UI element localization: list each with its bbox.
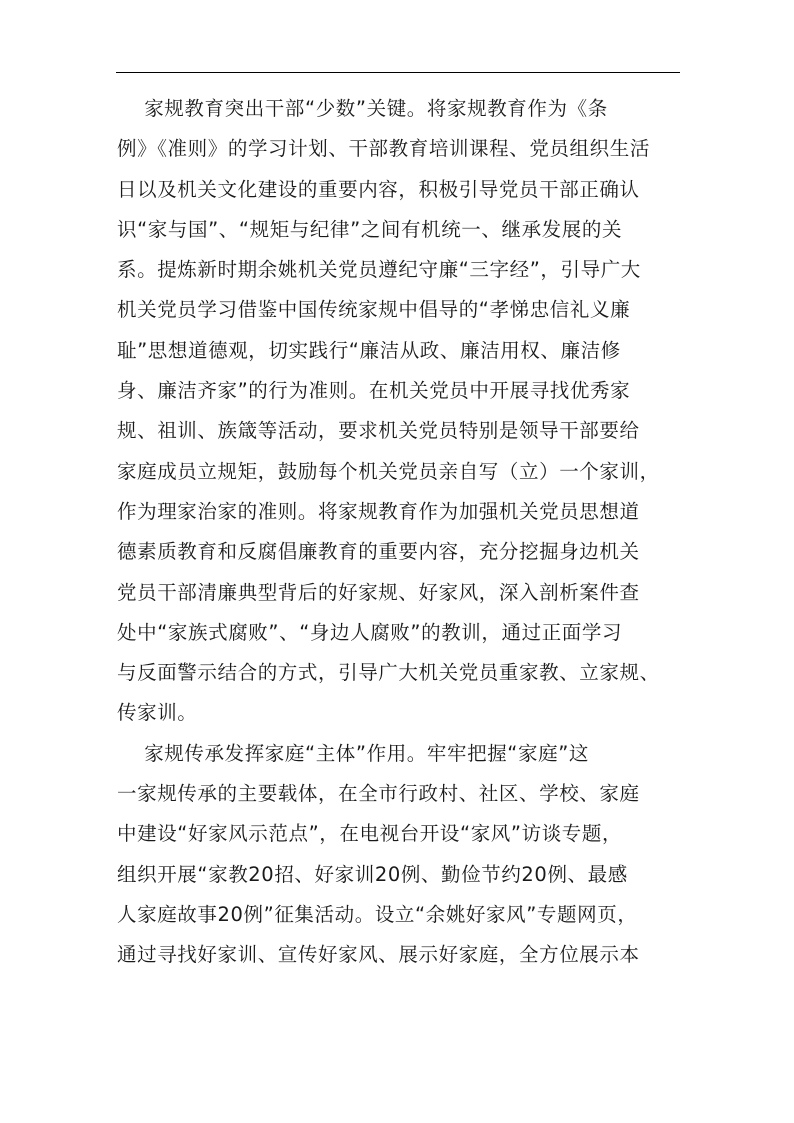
document-body [117,89,680,976]
text-line: 作为理家治家的准则。将家规教育作为加强机关党员思想道 [117,499,640,523]
header-rule [116,72,680,73]
text-line: 家规教育突出干部“少数”关键。将家规教育作为《条 [117,97,608,120]
text-line: 处中“家族式腐败”、“身边人腐败”的教训，通过正面学习 [117,620,623,644]
text-line: 耻”思想道德观，切实践行“廉洁从政、廉洁用权、廉洁修 [117,338,621,362]
text-line: 组织开展“家教20招、好家训20例、勤俭节约20例、最感 [117,862,628,886]
text-line: 家庭成员立规矩，鼓励每个机关党员亲自写（立）一个家训， [117,459,660,483]
text-line: 日以及机关文化建设的重要内容，积极引导党员干部正确认 [117,177,640,201]
text-line: 系。提炼新时期余姚机关党员遵纪守廉“三字经”，引导广大 [117,258,641,282]
text-line: 党员干部清廉典型背后的好家规、好家风，深入剖析案件查 [117,580,640,604]
text-line: 机关党员学习借鉴中国传统家规中倡导的“孝悌忠信礼义廉 [117,298,631,322]
text-line: 身、廉洁齐家”的行为准则。在机关党员中开展寻找优秀家 [117,379,631,403]
paragraph-1 [117,89,680,734]
text-line: 规、祖训、族箴等活动，要求机关党员特别是领导干部要给 [117,419,640,443]
text-line: 中建设“好家风示范点”，在电视台开设“家风”访谈专题， [117,822,623,846]
text-line: 通过寻找好家训、宣传好家风、展示好家庭，全方位展示本 [117,943,640,967]
paragraph-2 [117,734,680,976]
text-line: 德素质教育和反腐倡廉教育的重要内容，充分挖掘身边机关 [117,540,640,564]
text-line: 例》《准则》的学习计划、干部教育培训课程、党员组织生活 [117,137,650,161]
text-line: 识“家与国”、“规矩与纪律”之间有机统一、继承发展的关 [117,217,623,241]
text-line: 一家规传承的主要载体，在全市行政村、社区、学校、家庭 [117,782,640,806]
text-line: 与反面警示结合的方式，引导广大机关党员重家教、立家规、 [117,661,660,685]
text-line: 传家训。 [117,701,198,725]
text-line: 家规传承发挥家庭“主体”作用。牢牢把握“家庭”这 [117,741,590,765]
text-line: 人家庭故事20例”征集活动。设立“余姚好家风”专题网页， [117,902,638,926]
